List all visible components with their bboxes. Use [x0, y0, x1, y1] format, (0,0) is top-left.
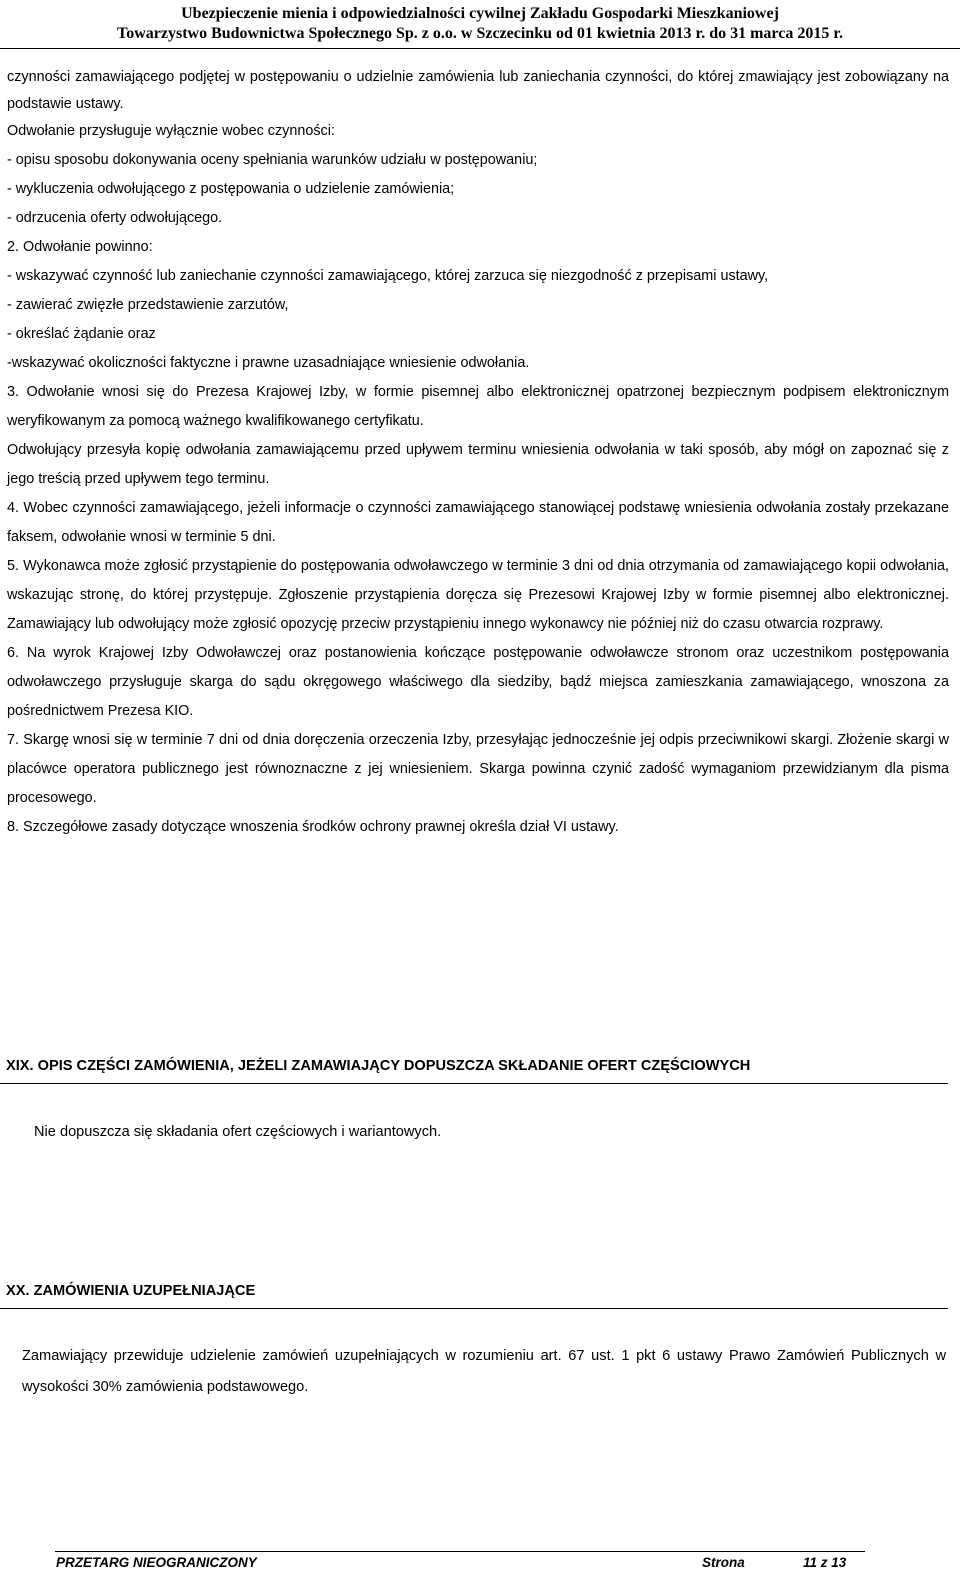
paragraph-6: 6. Na wyrok Krajowej Izby Odwoławczej oraz postanowienia kończące postępowanie odwoławcze stronom oraz uczestnikom postępowania odwoławczego przysługuje skarga do sądu okręgowego właściwego dla siedziby, bądź miejsca zamieszkania zamawiającego, wnoszona za pośrednictwem Prezesa KIO.	[7, 645, 949, 719]
section-20-text: Zamawiający przewiduje udzielenie zamówień uzupełniających w rozumieniu art. 67 ust. 1 pkt 6 ustawy Prawo Zamówień Publicznych w wysokości 30% zamówienia podstawowego.	[22, 1348, 946, 1395]
document-header	[0, 4, 960, 44]
paragraph-3: 3. Odwołanie wnosi się do Prezesa Krajowej Izby, w formie pisemnej albo elektronicznej opatrzonej bezpiecznym podpisem elektronicznym weryfikowanym za pomocą ważnego kwalifikowanego certyfikatu.	[7, 384, 949, 429]
header-line-1: Ubezpieczenie mienia i odpowiedzialności cywilnej Zakładu Gospodarki Mieszkaniowej	[181, 5, 779, 22]
main-text	[7, 64, 949, 842]
appeal-scope-item-1: - opisu sposobu dokonywania oceny spełniania warunków udziału w postępowaniu;	[7, 152, 538, 168]
paragraph-7: 7. Skargę wnosi się w terminie 7 dni od dnia doręczenia orzeczenia Izby, przesyłając jednocześnie jej odpis przeciwnikowi skargi. Złożenie skargi w placówce operatora publicznego jest równoznaczne z jej wniesieniem. Skarga powinna czynić zadość wymaganiom przewidzianym dla pisma procesowego.	[7, 732, 949, 806]
header-divider	[0, 48, 960, 49]
footer-tender-type: PRZETARG NIEOGRANICZONY	[56, 1555, 257, 1570]
appeal-scope-item-2: - wykluczenia odwołującego z postępowania o udzielenie zamówienia;	[7, 181, 455, 197]
section-19-title: XIX. OPIS CZĘŚCI ZAMÓWIENIA, JEŻELI ZAMAWIAJĄCY DOPUSZCZA SKŁADANIE OFERT CZĘŚCIOWYCH	[0, 1052, 948, 1084]
paragraph-2-item-1: - wskazywać czynność lub zaniechanie czynności zamawiającego, której zarzuca się niezgodność z przepisami ustawy,	[7, 268, 769, 284]
appeal-scope-item-3: - odrzucenia oferty odwołującego.	[7, 210, 223, 226]
footer-divider	[55, 1551, 865, 1552]
paragraph-3b: Odwołujący przesyła kopię odwołania zamawiającemu przed upływem terminu wniesienia odwołania w taki sposób, aby mógł on zapoznać się z jego treścią przed upływem tego terminu.	[7, 442, 949, 487]
paragraph-4: 4. Wobec czynności zamawiającego, jeżeli informacje o czynności zamawiającego stanowiącej podstawę wniesienia odwołania zostały przekazane faksem, odwołanie wnosi w terminie 5 dni.	[7, 500, 949, 545]
paragraph-2-item-4: -wskazywać okoliczności faktyczne i prawne uzasadniające wniesienie odwołania.	[7, 355, 530, 371]
header-line-2: Towarzystwo Budownictwa Społecznego Sp. z o.o. w Szczecinku od 01 kwietnia 2013 r. do 31 marca 2015 r.	[117, 25, 843, 42]
paragraph-2-item-3: - określać żądanie oraz	[7, 326, 156, 342]
paragraph-intro: czynności zamawiającego podjętej w postępowaniu o udzielnie zamówienia lub zaniechania czynności, do której zmawiający jest zobowiązany na podstawie ustawy.	[7, 69, 949, 112]
paragraph-8: 8. Szczegółowe zasady dotyczące wnoszenia środków ochrony prawnej określa dział VI ustawy.	[7, 819, 619, 835]
paragraph-2-head: 2. Odwołanie powinno:	[7, 239, 153, 255]
footer-page-label: Strona	[702, 1555, 745, 1570]
footer-page-number: 11 z 13	[803, 1555, 847, 1570]
paragraph-5: 5. Wykonawca może zgłosić przystąpienie do postępowania odwoławczego w terminie 3 dni od dnia otrzymania od zamawiającego kopii odwołania, wskazując stronę, do której przystępuje. Zgłoszenie przystąpienia doręcza się Prezesowi Krajowej Izby w formie pisemnej albo elektronicznej. Zamawiający lub odwołujący może zgłosić opozycję przeciw przystąpieniu innego wykonawcy nie później niż do czasu otwarcia rozprawy.	[7, 558, 949, 632]
paragraph-2-item-2: - zawierać zwięzłe przedstawienie zarzutów,	[7, 297, 289, 313]
appeal-scope-line: Odwołanie przysługuje wyłącznie wobec czynności:	[7, 123, 335, 139]
section-19-text: Nie dopuszcza się składania ofert częściowych i wariantowych.	[34, 1124, 442, 1140]
section-20-title: XX. ZAMÓWIENIA UZUPEŁNIAJĄCE	[0, 1277, 948, 1309]
